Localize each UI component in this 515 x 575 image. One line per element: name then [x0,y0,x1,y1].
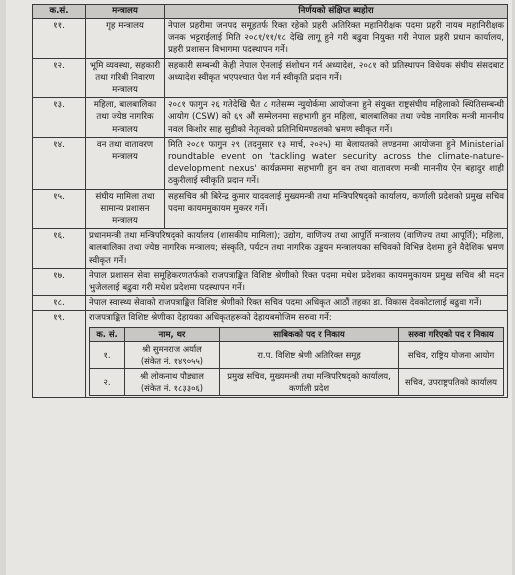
transfer-header-sn: क. सं. [90,327,125,341]
decisions-table [32,4,508,398]
officer-name: श्री सुमनराज अर्याल [142,343,202,354]
document-page [6,0,512,575]
transfer-sn: १. [90,341,125,368]
transfer-sn: २. [90,368,125,395]
transfer-row [90,368,504,395]
transfer-to: सचिव, उपराष्ट्रपतिको कार्यालय [399,368,504,395]
row-ministry: गृह मन्त्रालय [86,19,165,59]
row-decision: २०८१ फागुन २६ गतेदेखि चैत ८ गतेसम्म न्युयोर्कमा आयोजना हुने संयुक्त राष्ट्रसंघीय महिलाको स्थितिसम्बन्धी आयोग (CSW) को ६९ औं सम्मेलनमा सहभागी हुन महिला, बालबालिका तथा ज्येष्ठ नागरिक मन्त्री माननीय नवल किशोर साह सुडीको नेतृत्वको प्रतिनिधिमण्डलको भ्रमण स्वीकृत गर्ने। [165,98,508,138]
row-decision: मिति २०८१ फागुन २९ (तदनुसार १३ मार्च, २०२५) मा बेलायतको लण्डनमा आयोजना हुने Ministerial roundtable event on 'tackling water security across the climate-nature-development nexus' कार्यक्रममा सहभागी हुन वन तथा वातावरण मन्त्री माननीय ऐन बहादुर शाही ठकुरीलाई स्वीकृति प्रदान गर्ने। [165,137,508,189]
row-decision [86,311,508,397]
transfer-name [125,341,220,368]
row-decision: नेपाल प्रशासन सेवा समूहिकरणतर्फको राजपत्राङ्कित विशिष्ट श्रेणीको रिक्त पदमा मधेश प्रदेशका कायममुकायम प्रमुख सचिव श्री मदन भुजेललाई बढुवा गरी मधेश प्रदेशमा पदस्थापन गर्ने। [86,268,508,295]
row-decision: नेपाल प्रहरीमा जनपद समूहतर्फ रिक्त रहेको प्रहरी अतिरिक्त महानिरीक्षक पदमा प्रहरी नायब महानिरीक्षक जनक भट्टराईलाई मिति २०८१/११/१८ देखि लागू हुने गरी बढुवा नियुक्त गरी नेपाल प्रहरी प्रधान कार्यालय, प्रहरी प्रशासन विभागमा पदस्थापन गर्ने। [165,19,508,59]
row-ministry: वन तथा वातावरण मन्त्रालय [86,137,165,189]
row-ministry: भूमि व्यवस्था, सहकारी तथा गरिबी निवारण मन्त्रालय [86,58,165,98]
table-row [33,229,508,269]
table-header-row [33,5,508,19]
row-sn: १६. [33,229,86,269]
row-sn: १३. [33,98,86,138]
header-ministry: मन्त्रालय [86,5,165,19]
transfer-header-row [90,327,504,341]
transfer-from: प्रमुख सचिव, मुख्यमन्त्री तथा मन्त्रिपरिषद्‌को कार्यालय, कर्णाली प्रदेश [220,368,399,395]
transfer-name [125,368,220,395]
transfer-from: रा.प. विशिष्ट श्रेणी अतिरिक्त समूह [220,341,399,368]
officer-name: श्री लोकनाथ पौड्याल [140,370,204,381]
officer-id: (संकेत नं. १८३३०६) [140,382,204,393]
transfer-intro: राजपत्राङ्कित विशिष्ट श्रेणीका देहायका अधिकृतहरूको देहायबमोजिम सरुवा गर्ने: [89,313,332,324]
row-decision: सहकारी सम्बन्धी केही नेपाल ऐनलाई संशोधन गर्न अध्यादेश, २०८१ को प्रतिस्थापन विधेयक संघीय संसदबाट अध्यादेश स्वीकृत भएपश्चात पेश गर्न स्वीकृति प्रदान गर्ने। [165,58,508,98]
transfer-header-from: साबिकको पद र निकाय [220,327,399,341]
row-decision: प्रधानमन्त्री तथा मन्त्रिपरिषद्‌को कार्यालय (शासकीय मामिला); उद्योग, वाणिज्य तथा आपूर्ति मन्त्रालय (वाणिज्य तथा आपूर्ति); महिला, बालबालिका तथा ज्येष्ठ नागरिक मन्त्रालय; संस्कृति, पर्यटन तथा नागरिक उड्डयन मन्त्रालयका सचिवको विभिन्न देशमा हुने वैदेशिक भ्रमण स्वीकृत गर्ने। [86,229,508,269]
row-sn: १८. [33,296,86,311]
table-row [33,189,508,229]
transfer-row [90,341,504,368]
row-ministry: संघीय मामिला तथा सामान्य प्रशासन मन्त्रालय [86,189,165,229]
table-row [33,311,508,397]
transfer-to: सचिव, राष्ट्रिय योजना आयोग [399,341,504,368]
header-sn: क.सं. [33,5,86,19]
table-row [33,137,508,189]
row-decision: नेपाल स्वास्थ्य सेवाको राजपत्राङ्कित विशिष्ट श्रेणीको रिक्त सचिव पदमा अधिकृत आठौं तहका डा. विकास देवकोटालाई बढुवा गर्ने। [86,296,508,311]
transfer-header-to: सरुवा गरिएको पद र निकाय [399,327,504,341]
transfer-header-name: नाम, थर [125,327,220,341]
row-sn: १९. [33,311,86,397]
row-decision: सहसचिव श्री बिरेन्द्र कुमार यादवलाई मुख्यमन्त्री तथा मन्त्रिपरिषद्‌को कार्यालय, कर्णाली प्रदेशको प्रमुख सचिव पदमा कायममुकायम मुकरर गर्ने। [165,189,508,229]
row-sn: ११. [33,19,86,59]
officer-id: (संकेत नं. १४९०५५) [140,355,204,366]
table-row [33,58,508,98]
header-decision: निर्णयको संक्षिप्त ब्यहोरा [165,5,508,19]
row-sn: १४. [33,137,86,189]
row-sn: १७. [33,268,86,295]
row-sn: १२. [33,58,86,98]
table-row [33,19,508,59]
row-ministry: महिला, बालबालिका तथा ज्येष्ठ नागरिक मन्त्रालय [86,98,165,138]
table-row [33,98,508,138]
transfer-table [89,327,504,396]
table-row [33,268,508,295]
table-row [33,296,508,311]
row-sn: १५. [33,189,86,229]
